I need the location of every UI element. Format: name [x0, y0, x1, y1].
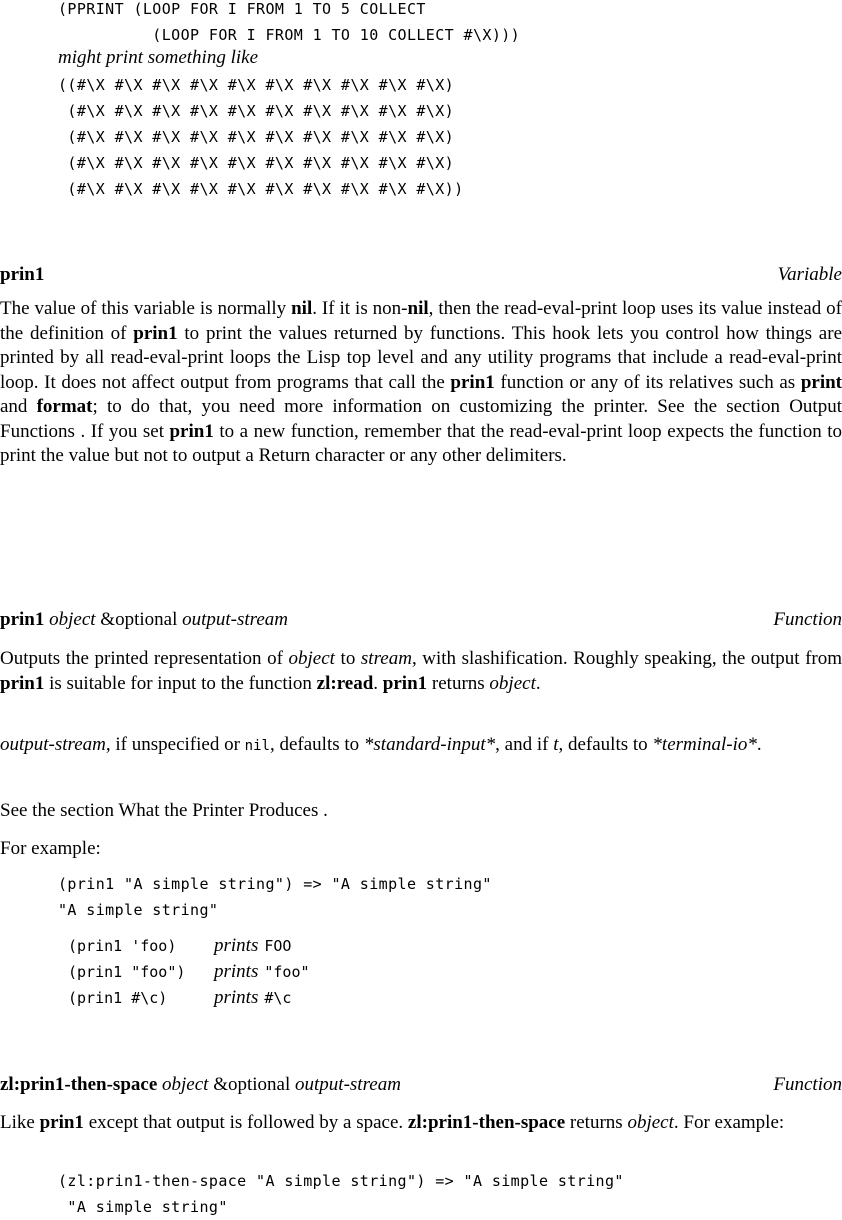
code-line: "A simple string": [58, 901, 219, 919]
for-example-label: For example:: [0, 838, 101, 859]
prints-example-row: (prin1 'foo) prints FOO: [68, 935, 292, 956]
output-line: (#\X #\X #\X #\X #\X #\X #\X #\X #\X #\X): [58, 154, 455, 172]
function-zl-prin1-then-space-description: Like prin1 except that output is followed by a space. zl:prin1-then-space returns object. For example:: [0, 1112, 785, 1133]
variable-prin1-description: The value of this variable is normally nil. If it is non-nil, then the read-eval-print loop uses its value instead of the definition of prin1 to print the values returned by functions. This hook lets you control how things are printed by all read-eval-print loops the Lisp top level and any utility programs that include a read-eval-print loop. It does not affect output from programs that call the prin1 function or any of its relatives such as print and format; to do that, you need more information on customizing the printer. See the section Output Functions . If you set prin1 to a new function, remember that the read-eval-print loop expects the function to print the value but not to output a Return character or any other delimiters.: [0, 298, 842, 466]
code-line: "A simple string": [58, 1198, 228, 1216]
entry-heading-function-prin1: [0, 607, 842, 633]
entry-signature: zl:prin1-then-space object &optional output-stream: [0, 1074, 401, 1095]
entry-kind: Variable: [777, 264, 842, 285]
code-line: (PPRINT (LOOP FOR I FROM 1 TO 5 COLLECT: [58, 0, 426, 18]
entry-name: prin1: [0, 264, 45, 285]
code-line: (zl:prin1-then-space "A simple string") => "A simple string": [58, 1172, 624, 1190]
function-prin1-description: Outputs the printed representation of object to stream, with slashification. Roughly speaking, the output from prin1 is suitable for input to the function zl:read. prin1 returns object.: [0, 648, 842, 694]
entry-kind: Function: [773, 1074, 842, 1095]
output-line: (#\X #\X #\X #\X #\X #\X #\X #\X #\X #\X): [58, 102, 455, 120]
code-caption: might print something like: [58, 47, 259, 68]
output-line: (#\X #\X #\X #\X #\X #\X #\X #\X #\X #\X)): [58, 180, 464, 198]
code-line: (prin1 "A simple string") => "A simple string": [58, 875, 492, 893]
entry-heading-variable-prin1: [0, 262, 842, 288]
prints-example-row: (prin1 #\c) prints #\c: [68, 987, 292, 1008]
see-also-link[interactable]: See the section What the Printer Produces .: [0, 800, 328, 821]
prints-example-row: (prin1 "foo") prints "foo": [68, 961, 310, 982]
output-line: (#\X #\X #\X #\X #\X #\X #\X #\X #\X #\X): [58, 128, 455, 146]
function-prin1-stream-note: output-stream, if unspecified or nil, defaults to *standard-input*, and if t, defaults to *terminal-io*.: [0, 734, 762, 755]
entry-heading-function-zl-prin1-then-space: [0, 1072, 842, 1098]
output-line: ((#\X #\X #\X #\X #\X #\X #\X #\X #\X #\X): [58, 76, 455, 94]
code-line: (LOOP FOR I FROM 1 TO 10 COLLECT #\X))): [58, 26, 521, 44]
entry-signature: prin1 object &optional output-stream: [0, 609, 289, 630]
entry-kind: Function: [773, 609, 842, 630]
